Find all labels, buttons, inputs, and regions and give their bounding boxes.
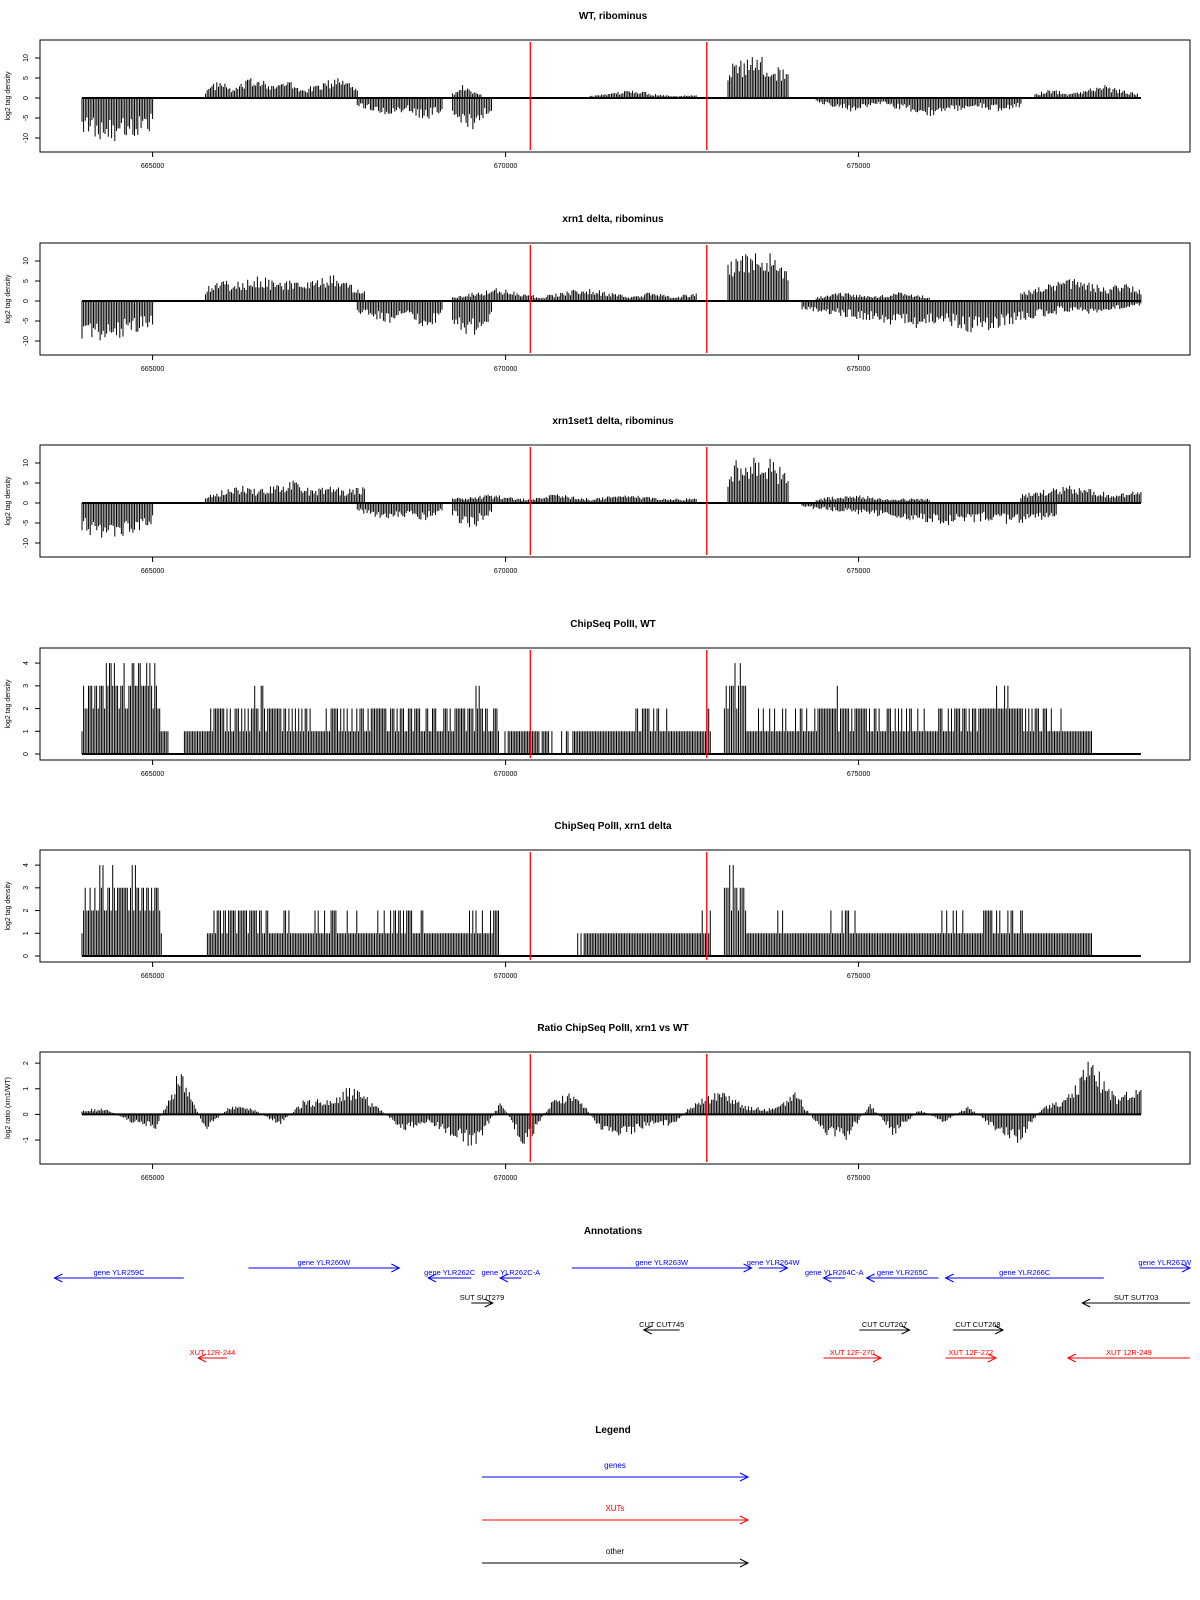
data-bars	[206, 275, 365, 301]
data-bars	[887, 98, 1021, 116]
plot-frame	[40, 1052, 1190, 1164]
x-tick-label: 665000	[140, 366, 165, 373]
x-tick-label: 670000	[493, 1175, 518, 1182]
feature-label: CUT CUT268	[955, 1320, 1001, 1329]
data-bars	[1056, 301, 1141, 314]
annotations-title: Annotations	[583, 1226, 643, 1237]
feature-label: gene YLR263W	[635, 1258, 689, 1267]
data-bars	[357, 503, 442, 520]
y-tick-label: -10	[23, 335, 30, 347]
y-tick-label: 3	[23, 885, 30, 890]
x-tick-label: 665000	[140, 568, 165, 575]
data-bars	[590, 91, 696, 98]
annotations-track	[54, 1226, 1192, 1362]
y-tick-label: 5	[23, 481, 30, 485]
legend-label: other	[605, 1547, 625, 1556]
data-bars	[357, 98, 442, 119]
data-bars	[160, 731, 209, 754]
y-tick-label: -5	[23, 317, 30, 325]
legend	[482, 1425, 748, 1567]
feature-label: XUT 12F-270	[829, 1348, 875, 1357]
y-axis-label: log2 tag density	[5, 679, 12, 729]
y-tick-label: 10	[23, 54, 30, 62]
x-tick-label: 675000	[846, 163, 871, 170]
feature-label: CUT CUT267	[861, 1320, 908, 1329]
x-tick-label: 665000	[140, 1175, 165, 1182]
data-bars	[746, 911, 1092, 957]
y-tick-label: 0	[23, 96, 30, 100]
feature-label: gene YLR267W	[1138, 1258, 1192, 1267]
data-bars	[357, 301, 442, 326]
y-tick-label: 5	[23, 76, 30, 80]
data-bars	[453, 503, 492, 527]
x-tick-label: 665000	[140, 771, 165, 778]
y-tick-label: 0	[23, 299, 30, 303]
data-bars	[816, 98, 887, 112]
x-tick-label: 665000	[140, 163, 165, 170]
x-tick-label: 675000	[846, 771, 871, 778]
y-tick-label: -10	[23, 132, 30, 144]
x-tick-label: 675000	[846, 973, 871, 980]
feature-label: gene YLR260W	[297, 1258, 351, 1267]
y-axis-label: log2 tag density	[5, 476, 12, 526]
y-tick-label: 1	[23, 729, 30, 734]
data-bars	[209, 686, 315, 754]
panel-2	[5, 214, 1190, 373]
data-bars	[82, 98, 153, 141]
y-tick-label: -10	[23, 537, 30, 549]
panel-4	[5, 619, 1190, 778]
feature-label: gene YLR262C-A	[481, 1268, 541, 1277]
x-tick-label: 670000	[493, 973, 518, 980]
y-tick-label: 0	[23, 501, 30, 505]
panel-title: Ratio ChipSeq PolII, xrn1 vs WT	[537, 1023, 689, 1034]
data-bars	[746, 686, 1092, 754]
feature-label: XUT 12R-244	[189, 1348, 236, 1357]
x-tick-label: 670000	[493, 366, 518, 373]
legend-title: Legend	[595, 1425, 631, 1436]
data-bars	[724, 663, 745, 754]
x-tick-label: 670000	[493, 771, 518, 778]
feature-label: gene YLR265C	[876, 1268, 929, 1277]
data-bars	[816, 292, 929, 301]
data-bars	[728, 57, 788, 98]
x-tick-label: 670000	[493, 568, 518, 575]
data-bars	[728, 458, 788, 503]
y-axis-label: log2 tag density	[5, 881, 12, 931]
data-bars	[1021, 486, 1141, 503]
y-tick-label: 1	[23, 931, 30, 936]
y-tick-label: 2	[23, 908, 30, 913]
y-tick-label: 5	[23, 279, 30, 283]
data-bars	[1035, 85, 1137, 98]
panel-title: xrn1 delta, ribominus	[562, 214, 664, 225]
data-bars	[82, 301, 153, 340]
y-tick-label: 0	[23, 1112, 30, 1117]
x-tick-label: 675000	[846, 1175, 871, 1182]
data-bars	[816, 495, 929, 503]
data-bars	[453, 85, 481, 98]
x-tick-label: 665000	[140, 973, 165, 980]
data-bars	[724, 865, 745, 956]
feature-label: gene YLR264W	[746, 1258, 800, 1267]
data-bars	[206, 481, 365, 503]
feature-label: SUT SUT279	[459, 1293, 505, 1302]
panel-title: ChipSeq PolII, xrn1 delta	[554, 821, 672, 832]
y-tick-label: 0	[23, 954, 30, 958]
panel-3	[5, 416, 1190, 575]
feature-label: XUT 12F-272	[948, 1348, 994, 1357]
y-tick-label: 1	[23, 1086, 30, 1091]
data-bars	[453, 301, 492, 335]
y-axis-label: log2 tag density	[5, 274, 12, 324]
data-bars	[802, 503, 1056, 525]
feature-label: CUT CUT745	[639, 1320, 685, 1329]
data-bars	[315, 911, 499, 957]
legend-label: genes	[604, 1461, 626, 1470]
panel-title: ChipSeq PolII, WT	[570, 619, 656, 630]
y-tick-label: 0	[23, 752, 30, 756]
data-bars	[82, 663, 160, 754]
y-tick-label: 10	[23, 459, 30, 467]
panel-title: xrn1set1 delta, ribominus	[552, 416, 674, 427]
data-bars	[453, 98, 492, 129]
data-bars	[1021, 279, 1141, 301]
feature-label: gene YLR264C-A	[804, 1268, 864, 1277]
panel-6	[5, 1023, 1190, 1182]
data-bars	[82, 865, 160, 956]
panel-1	[5, 11, 1190, 170]
legend-label: XUTs	[605, 1504, 625, 1513]
data-bars	[453, 494, 697, 503]
data-bars	[206, 78, 358, 98]
data-bars	[209, 911, 315, 957]
panel-title: WT, ribominus	[578, 11, 648, 22]
y-tick-label: 4	[23, 661, 30, 666]
x-tick-label: 670000	[493, 163, 518, 170]
data-bars	[728, 253, 788, 301]
panel-5	[5, 821, 1190, 980]
feature-label: gene YLR259C	[93, 1268, 145, 1277]
data-bars	[315, 686, 499, 754]
feature-label: XUT 12R-249	[1106, 1348, 1152, 1357]
data-bars	[160, 933, 209, 956]
x-tick-label: 675000	[846, 568, 871, 575]
y-tick-label: 10	[23, 257, 30, 265]
y-tick-label: -5	[23, 519, 30, 527]
y-tick-label: 2	[23, 1061, 30, 1066]
data-bars	[453, 288, 697, 301]
y-axis-label: log2 tag density	[5, 71, 12, 121]
feature-label: gene YLR266C	[999, 1268, 1051, 1277]
y-tick-label: -5	[23, 114, 30, 122]
data-bars	[82, 1062, 1141, 1146]
y-tick-label: 2	[23, 706, 30, 711]
data-bars	[82, 503, 153, 538]
feature-label: SUT SUT703	[1113, 1293, 1159, 1302]
feature-label: gene YLR262C	[424, 1268, 476, 1277]
data-bars	[802, 301, 1056, 332]
y-tick-label: 4	[23, 863, 30, 868]
y-axis-label: log2 ratio (xrn1/WT)	[5, 1077, 12, 1139]
y-tick-label: -1	[23, 1136, 30, 1144]
x-tick-label: 675000	[846, 366, 871, 373]
y-tick-label: 3	[23, 683, 30, 688]
